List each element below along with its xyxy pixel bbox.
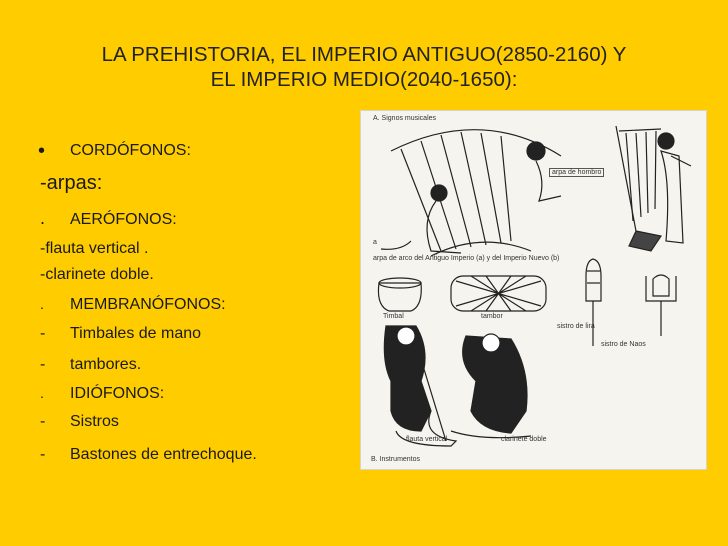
label-flauta: flauta vertical — [406, 436, 448, 443]
bullet-text: -clarinete doble. — [40, 266, 154, 283]
label-clarinete: clarinete doble — [501, 436, 547, 443]
label-tambor: tambor — [481, 313, 503, 320]
label-sistro-naos: sistro de Naos — [601, 341, 646, 348]
bullet-text: Bastones de entrechoque. — [70, 446, 257, 463]
drums-row — [378, 259, 676, 346]
flute-player-figure — [384, 326, 456, 446]
bullet-text: Sistros — [70, 413, 119, 430]
bullet-text: IDIÓFONOS: — [70, 385, 165, 402]
heading-a: A. Signos musicales — [373, 115, 437, 122]
bullet-text: -arpas: — [40, 172, 103, 194]
bullet-item — [40, 266, 154, 284]
bullet-marker: . — [40, 208, 46, 228]
instruments-illustration — [360, 110, 707, 470]
title-line-2: EL IMPERIO MEDIO(2040-1650): — [210, 68, 518, 91]
bullet-marker: . — [40, 385, 44, 401]
clarinet-player-figure — [451, 334, 531, 438]
bullet-text: AERÓFONOS: — [70, 211, 177, 228]
bullet-item — [40, 172, 102, 195]
bullet-text: -flauta vertical . — [40, 240, 149, 257]
bullet-marker: • — [38, 140, 46, 162]
label-sistro: sistro de lira — [557, 323, 595, 330]
bullet-item — [40, 325, 201, 343]
bullet-marker: - — [40, 413, 46, 430]
label-harp: arpa de hombro — [549, 168, 604, 177]
bullet-text: Timbales de mano — [70, 325, 202, 342]
bullet-item — [40, 240, 148, 258]
bullet-item — [40, 296, 226, 314]
illustration-drawing — [361, 111, 706, 469]
bullet-item — [40, 446, 257, 464]
bullet-item — [40, 413, 119, 431]
caption-arpas: arpa de arco del Antiguo Imperio (a) y del Imperio Nuevo (b) — [373, 255, 560, 262]
bullet-marker: - — [40, 356, 46, 373]
bow-harp-figure — [381, 130, 561, 256]
title-line-1: LA PREHISTORIA, EL IMPERIO ANTIGUO(2850-2160) Y — [101, 43, 627, 66]
slide-title — [30, 42, 698, 92]
bullet-item — [40, 356, 141, 374]
bullet-marker: . — [40, 296, 44, 312]
bullet-text: MEMBRANÓFONOS: — [70, 296, 226, 313]
angular-harp-figure — [616, 126, 691, 251]
bullet-item — [40, 138, 191, 161]
heading-b: B. Instrumentos — [371, 456, 421, 463]
label-timbal: Timbal — [383, 313, 404, 320]
bullet-text: tambores. — [70, 356, 142, 373]
bullet-text: CORDÓFONOS: — [70, 142, 191, 159]
bullet-marker: - — [40, 325, 46, 342]
bullet-marker: - — [40, 446, 46, 463]
bullet-item — [40, 385, 164, 403]
label-a: a — [373, 239, 377, 246]
bullet-item — [40, 208, 177, 229]
